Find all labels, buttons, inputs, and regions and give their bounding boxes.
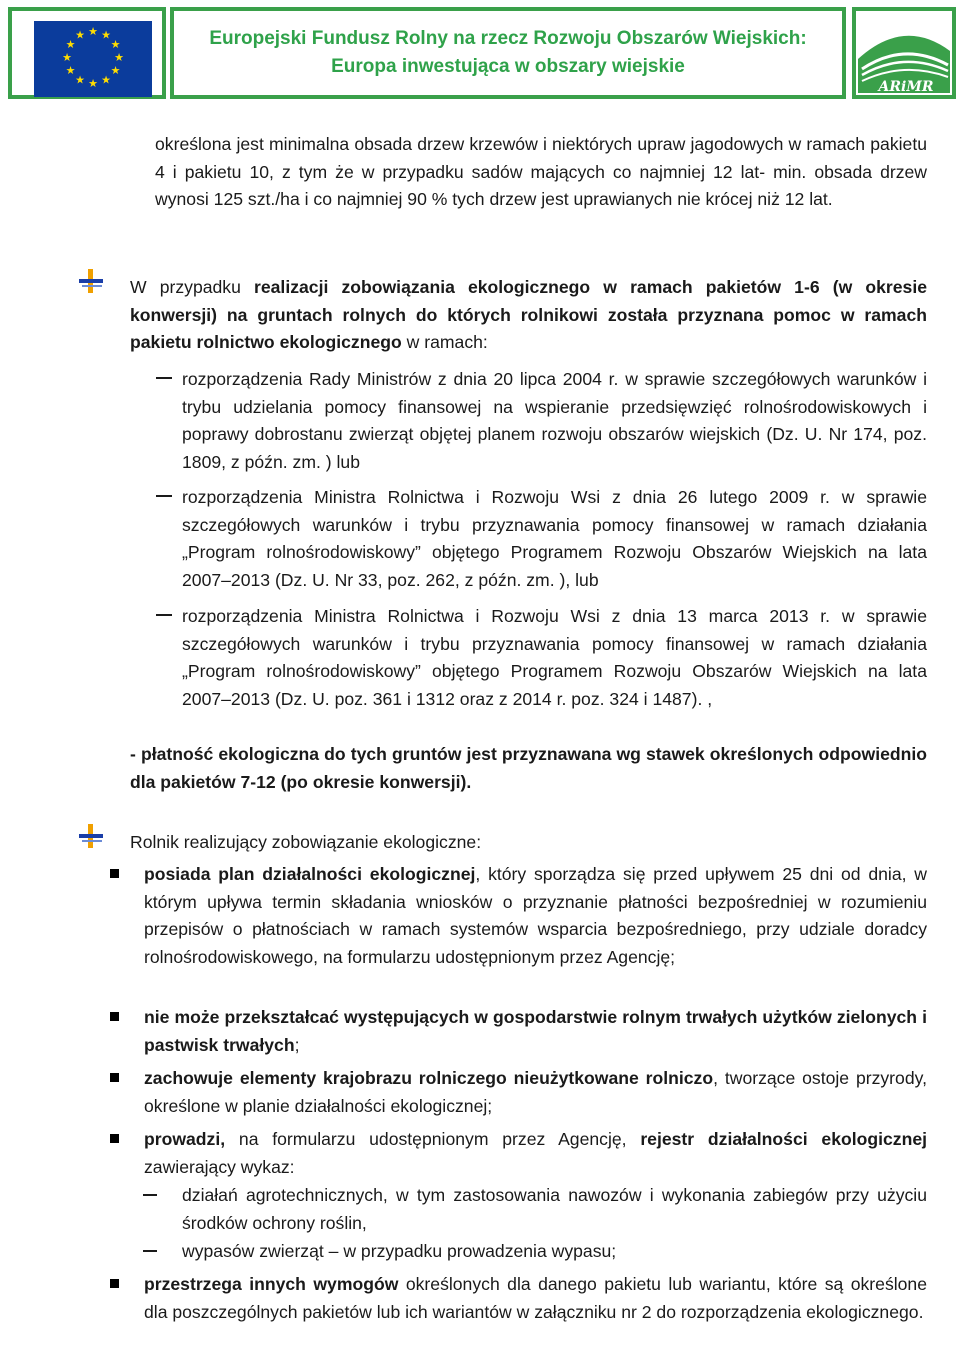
section1-lead-tail: w ramach: [401, 332, 488, 352]
requirement-bold: posiada plan działalności ekologicznej [144, 864, 476, 884]
svg-text:★: ★ [88, 25, 98, 38]
banner-title-line2: Europa inwestująca w obszary wiejskie [331, 56, 685, 77]
arimr-logo-text: ARiMR [878, 79, 934, 95]
requirement-text: na formularzu udostępnionym przez Agencję, [225, 1129, 641, 1149]
svg-text:★: ★ [65, 38, 76, 51]
square-bullet [110, 1012, 119, 1021]
requirement-item [144, 1065, 927, 1120]
dash-bullet [143, 1250, 157, 1252]
square-bullet [110, 1134, 119, 1143]
banner-title-line1: Europejski Fundusz Rolny na rzecz Rozwoju Obszarów Wiejskich: [209, 28, 807, 49]
requirement-text: ; [294, 1034, 300, 1055]
section1-closing: - płatność ekologiczna do tych gruntów jest przyznawana wg stawek określonych odpowiednio dla pakietów 7-12 (po okresie konwersji). [130, 744, 927, 792]
requirement-bold: nie może przekształcać występujących w gospodarstwie rolnym trwałych użytków zielonych i pastwisk trwałych [144, 1007, 927, 1055]
dash-bullet [156, 614, 172, 616]
requirement-bold: prowadzi, [144, 1129, 226, 1149]
svg-text:★: ★ [62, 51, 72, 64]
section1-lead-plain: W przypadku [130, 277, 255, 297]
svg-text:★: ★ [88, 77, 98, 90]
regulation-item: rozporządzenia Ministra Rolnictwa i Rozwoju Wsi z dnia 13 marca 2013 r. w sprawie szczegółowych warunków i trybu przyznawania pomocy finansowej w ramach działania „Program rolnośrodowiskowy” objętego Programem Rozwoju Obszarów Wiejskich na lata 2007–2013 (Dz. U. poz. 361 i 1312 oraz z 2014 r. poz. 324 i 1487). , [182, 606, 927, 709]
requirement-text: określonych dla danego pakietu lub wariantu, które są określone dla poszczególnych pakietów lub ich wariantów w załączniku nr 2 do rozporządzenia ekologicznego. [144, 1274, 928, 1322]
svg-text:★: ★ [75, 28, 85, 42]
requirement-bold: zachowuje elementy krajobrazu rolniczego nieużytkowane rolniczo [144, 1068, 714, 1088]
svg-text:★: ★ [101, 28, 111, 42]
svg-text:★: ★ [114, 51, 124, 64]
requirement-text: zawierający wykaz: [144, 1156, 295, 1177]
requirement-item [144, 861, 927, 971]
requirement-text: , który sporządza się przed upływem 25 dni od dnia, w którym upływa termin składania wniosków o przyznanie płatności bezpośredniej w rozumieniu przepisów o płatnościach w ramach systemów wsparcia bezpośredniego, przy udziale doradcy rolnośrodowiskowego, na formularzu udostępnionym przez Agencję; [144, 864, 928, 967]
svg-text:★: ★ [101, 73, 111, 87]
cross-bullet-icon [78, 823, 104, 849]
requirement-item [144, 1004, 927, 1059]
square-bullet [110, 1279, 119, 1288]
svg-text:★: ★ [75, 73, 85, 87]
svg-text:★: ★ [65, 64, 76, 77]
dash-bullet [143, 1194, 157, 1196]
requirement-item [144, 1271, 927, 1326]
intro-paragraph: określona jest minimalna obsada drzew krzewów i niektórych upraw jagodowych w ramach pakietu 4 i pakietu 10, z tym że w przypadku sadów mających co najmniej 12 lat- min. obsada drzew wynosi 125 szt./ha i co najmniej 90 % tych drzew jest uprawianych nie krócej niż 12 lat. [155, 134, 927, 209]
requirement-text: , tworzące ostoje przyrody, określone w planie działalności ekologicznej; [144, 1068, 927, 1116]
square-bullet [110, 869, 119, 878]
requirement-bold: rejestr działalności ekologicznej [640, 1129, 927, 1149]
section2-heading: Rolnik realizujący zobowiązanie ekologiczne: [130, 832, 482, 852]
section1-lead-bold: realizacji zobowiązania ekologicznego w ramach pakietów 1-6 (w okresie konwersji) na gruntach rolnych do których rolnikowi została przyznana pomoc w ramach pakietu rolnictwo ekologicznego [130, 277, 927, 352]
svg-text:★: ★ [110, 38, 121, 51]
section1-lead [130, 274, 927, 357]
dash-bullet [156, 495, 172, 497]
register-subitem: działań agrotechnicznych, w tym zastosowania nawozów i wykonania zabiegów przy użyciu środków ochrony roślin, [182, 1185, 927, 1233]
cross-bullet-icon [78, 268, 104, 294]
requirement-item [144, 1126, 927, 1181]
requirement-bold: przestrzega innych wymogów [144, 1274, 399, 1294]
svg-text:★: ★ [110, 64, 121, 77]
register-subitem: wypasów zwierząt – w przypadku prowadzenia wypasu; [182, 1241, 617, 1261]
square-bullet [110, 1073, 119, 1082]
regulation-item: rozporządzenia Rady Ministrów z dnia 20 lipca 2004 r. w sprawie szczegółowych warunków i trybu udzielania pomocy finansowej na wspieranie przedsięwzięć rolnośrodowiskowych i poprawy dobrostanu zwierząt objętej planem rozwoju obszarów wiejskich (Dz. U. Nr 174, poz. 1809, z późn. zm. ) lub [182, 369, 927, 472]
regulation-item: rozporządzenia Ministra Rolnictwa i Rozwoju Wsi z dnia 26 lutego 2009 r. w sprawie szczegółowych warunków i trybu przyznawania pomocy finansowej w ramach działania „Program rolnośrodowiskowy” objętego Programem Rozwoju Obszarów Wiejskich na lata 2007–2013 (Dz. U. Nr 33, poz. 262, z późn. zm. ), lub [182, 487, 927, 590]
dash-bullet [156, 377, 172, 379]
